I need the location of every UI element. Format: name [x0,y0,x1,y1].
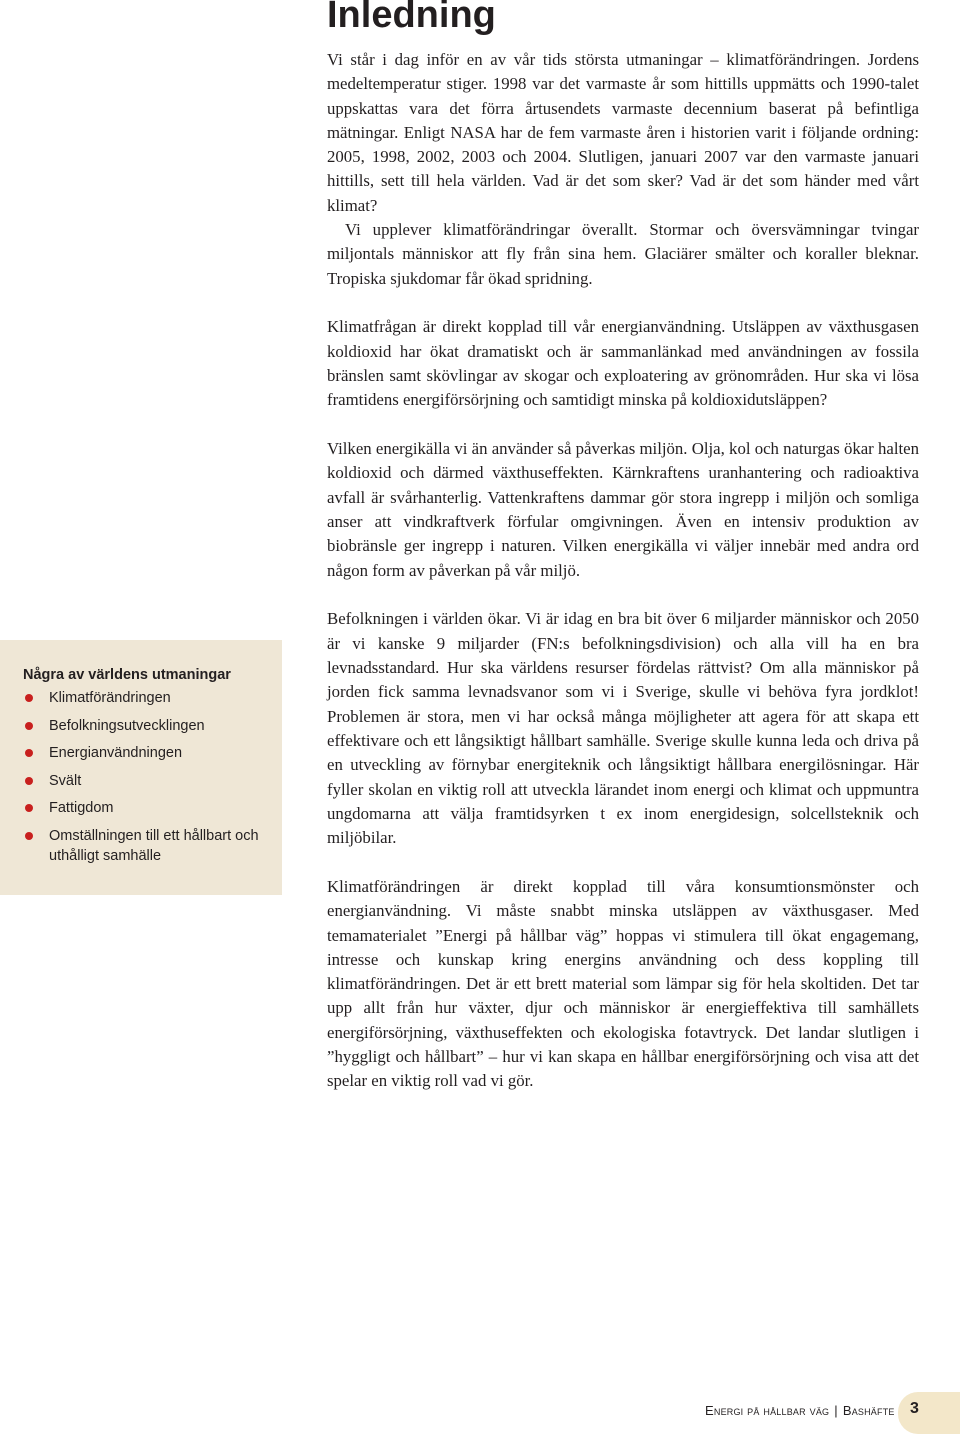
paragraph-consumption: Klimatförändringen är direkt kopplad till våra konsumtionsmönster och energianvändning. Vi måste snabbt minska utsläppen av växthusgaser. Med temamaterialet ”Energi på hållbar väg” hoppas vi stimulera till ökat engagemang, intresse och kunskap kring energins användning och dess koppling till klimatförändringen. Det är ett brett material som lämpar sig för hela skoltiden. Det tar upp allt från hur växter, djur och människor är energieffektiva till samhällets energiförsörjning, växthuseffekten och ekologiska fotavtryck. Det landar slutligen i ”hyggligt och hållbart” – hur vi kan skapa en hållbar energiförsörjning och visa att det spelar en viktig roll vad vi gör. [327,876,919,1091]
list-item [23,771,264,791]
challenges-sidebar [0,640,282,895]
running-footer [705,1403,895,1418]
list-item-label: Svält [49,772,82,789]
body-text [327,48,919,1094]
paragraph-energy-sources: Vilken energikälla vi än använder så påverkas miljön. Olja, kol och naturgas ökar halten koldioxid och därmed växthuseffekten. Kärnkraftens uranhantering och radioaktiva avfall är svårhanterlig. Vattenkraftens dammar gör stora ingrepp i miljön och somliga anser att vindkraftverk förfular omgivningen. Även en intensiv produktion av biobränsle ger ingrepp i naturen. Vilken energikälla vi väljer innebär med andra ord någon form av påverkan på vår miljö. [327,439,919,580]
footer-separator: | [834,1403,838,1418]
list-item-label: Omställningen till ett hållbart och uthålligt samhälle [49,827,259,864]
list-item-label: Befolkningsutvecklingen [49,717,205,734]
page-title: Inledning [327,0,496,36]
sidebar-heading: Några av världens utmaningar [23,667,231,683]
bullet-icon [25,722,33,730]
challenges-list [23,688,282,866]
list-item [23,798,264,818]
paragraph-energy-use: Klimatfrågan är direkt kopplad till vår energianvändning. Utsläppen av växthusgasen koldioxid har ökat dramatiskt och är sammanlänkad med användningen av fossila bränslen samt skövlingar av skogar och exploatering av grönområden. Hur ska vi lösa framtidens energiförsörjning och samtidigt minska på koldioxidutsläppen? [327,317,919,410]
list-item-label: Fattigdom [49,800,114,816]
paragraph-climate-effects: Vi upplever klimatförändringar överallt. Stormar och översvämningar tvingar miljontals människor att fly från sina hem. Glaciärer smälter och koraller bleknar. Tropiska sjukdomar får ökad spridning. [327,220,919,288]
paragraph-intro: Vi står i dag inför en av vår tids största utmaningar – klimatförändringen. Jordens medeltemperatur stiger. 1998 var det varmaste år som hittills uppmätts och 1990-talet uppskattas vara det förra årtusendets varmaste decennium baserat på befintliga mätningar. Enligt NASA har de fem varmaste åren i historien varit i följande ordning: 2005, 1998, 2002, 2003 och 2004. Slutligen, januari 2007 var den varmaste januari hittills, sett till hela världen. Vad är det som sker? Vad är det som händer med vårt klimat? [327,50,919,215]
bullet-icon [25,694,33,702]
bullet-icon [25,832,33,840]
bullet-icon [25,777,33,785]
list-item [23,688,264,708]
paragraph-population: Befolkningen i världen ökar. Vi är idag en bra bit över 6 miljarder människor och 2050 är vi kanske 9 miljarder (FN:s befolkningsdivision) och alla vill ha en bra levnadsstandard. Hur ska världens resurser fördelas rättvist? Om alla människor på jorden fick samma levnadsvanor som vi i Sverige, skulle vi behöva fyra jordklot! Problemen är stora, men vi har också många möjligheter att agera för att skapa ett effektivare och ett långsiktigt hållbart samhälle. Sverige skulle kunna leda och driva på en utveckling av förnybar energiteknik och långsiktigt hållbara energilösningar. Här fyller skolan en viktig roll att utveckla lärandet inom energi och klimat och uppmuntra ungdomarna att välja framtidsyrken t ex inom energidesign, solcellsteknik och miljöbilar. [327,609,919,848]
publication-title: Energi på hållbar väg [705,1403,830,1418]
bullet-icon [25,804,33,812]
list-item-label: Energianvändningen [49,745,183,761]
list-item [23,826,264,866]
list-item [23,716,264,736]
list-item [23,743,264,763]
section-name: Bashäfte [842,1403,895,1418]
page-number-tab [898,1392,960,1434]
page-number: 3 [910,1400,919,1417]
list-item-label: Klimatförändringen [49,690,171,706]
bullet-icon [25,749,33,757]
